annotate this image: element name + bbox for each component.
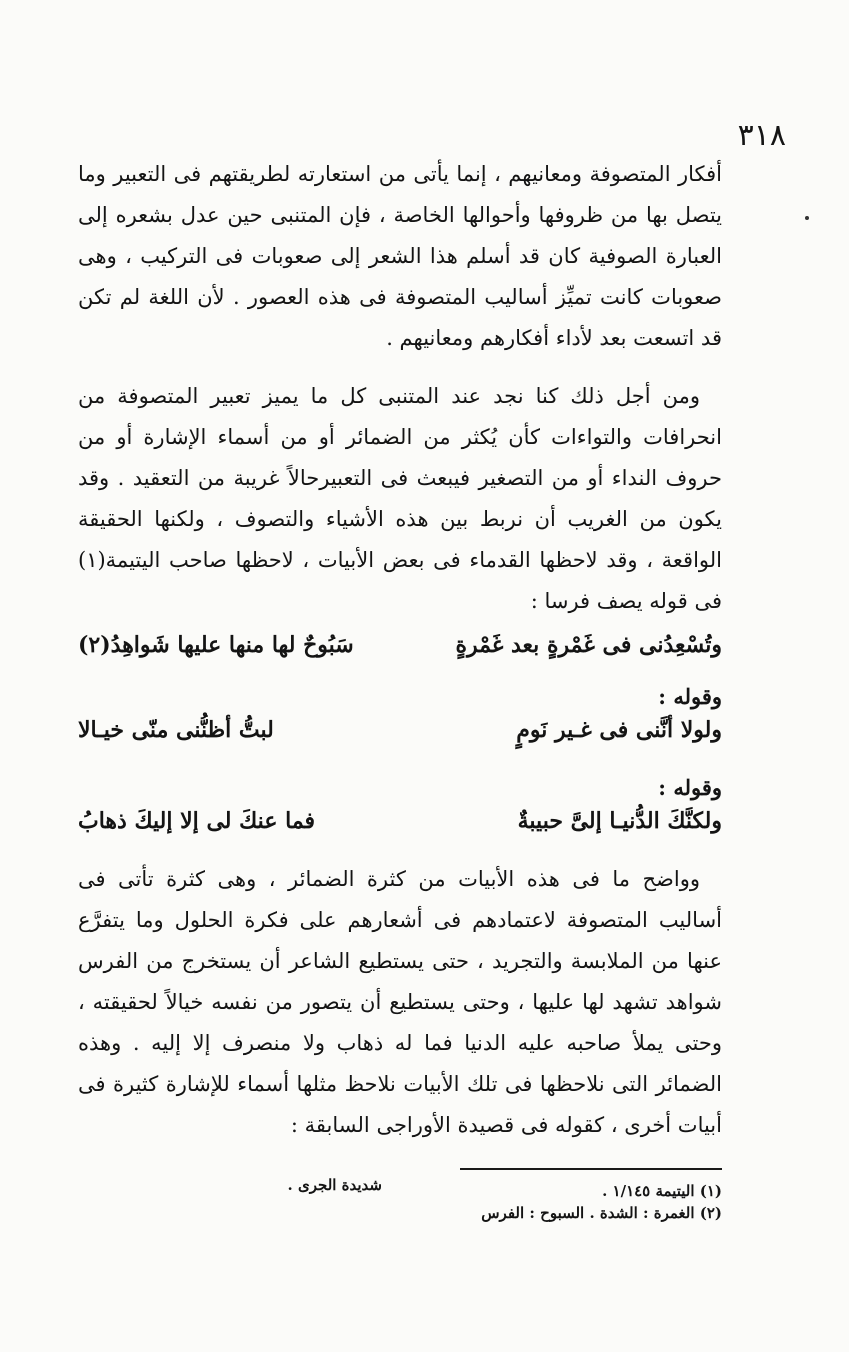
verse-2	[78, 717, 722, 757]
side-note: شديدة الجرى .	[287, 1176, 382, 1194]
verse-1	[78, 632, 722, 672]
verse-2-label: وقوله :	[658, 684, 722, 709]
verse-1-second-hemistich: سَبُوحٌ لها منها عليها شَواهِدُ(٢)	[78, 632, 354, 658]
verse-1-first-hemistich: وتُسْعِدُنى فى غَمْرةٍ بعد غَمْرةٍ	[455, 632, 722, 658]
verse-3-label: وقوله :	[658, 775, 722, 800]
footnotes	[400, 1180, 722, 1224]
footnote-1: (١) اليتيمة ١/١٤٥ .	[602, 1182, 722, 1200]
footnote-2: (٢) الغمرة : الشدة . السبوح : الفرس	[481, 1204, 722, 1222]
paragraph-1: أفكار المتصوفة ومعانيهم ، إنما يأتى من استعارته لطريقتهم فى التعبير وما يتصل بها من ظروفها وأحوالها الخاصة ، فإن المتنبى حين عدل بشعره إلى العبارة الصوفية كان قد أسلم هذا الشعر إلى صعوبات فى التركيب ، وهى صعوبات كانت تميِّز أساليب المتصوفة فى هذه العصور . لأن اللغة لم تكن قد اتسعت بعد لأداء أفكارهم ومعانيهم .	[78, 162, 722, 350]
scan-speck	[805, 216, 809, 220]
paragraph-3: وواضح ما فى هذه الأبيات من كثرة الضمائر ، وهى كثرة تأتى فى أساليب المتصوفة لاعتمادهم فى أشعارهم على فكرة الحلول وما يتفرَّع عنها من الملابسة والتجريد ، حتى يستطيع الشاعر أن يستخرج من الفرس شواهد تشهد لها عليها ، وحتى يستطيع أن يتصور من نفسه خيالاً لحقيقته ، وحتى يملأ صاحبه عليه الدنيا فما له ذهاب ولا منصرف إلا إليه . وهذه الضمائر التى نلاحظها فى تلك الأبيات نلاحظ مثلها أسماء للإشارة كثيرة فى أبيات أخرى ، كقوله فى قصيدة الأوراجى السابقة :	[78, 867, 722, 1137]
verse-3-first-hemistich: ولكنَّكَ الدُّنيـا إلىَّ حبيبةٌ	[517, 808, 722, 834]
verse-2-second-hemistich: لبتُّ أظنُّنى منّى خيـالا	[78, 717, 274, 743]
verse-3	[78, 808, 722, 848]
page-number: ٣١٨	[737, 118, 786, 153]
verse-2-first-hemistich: ولولا أنَّنى فى غـير نَومٍ	[516, 717, 722, 743]
verse-3-second-hemistich: فما عنكَ لى إلا إليكَ ذهابُ	[78, 808, 316, 834]
paragraph-2: ومن أجل ذلك كنا نجد عند المتنبى كل ما يميز تعبير المتصوفة من انحرافات والتواءات كأن يُكثر من الضمائر أو من أسماء الإشارة أو من حروف النداء أو من التصغير فيبعث فى التعبيرحالاً غريبة من التعقيد . وقد يكون من الغريب أن نربط بين هذه الأشياء والتصوف ، ولكنها الحقيقة الواقعة ، وقد لاحظها القدماء فى بعض الأبيات ، لاحظها صاحب اليتيمة(١) فى قوله يصف فرسا :	[78, 384, 722, 613]
footnote-separator	[460, 1168, 722, 1170]
